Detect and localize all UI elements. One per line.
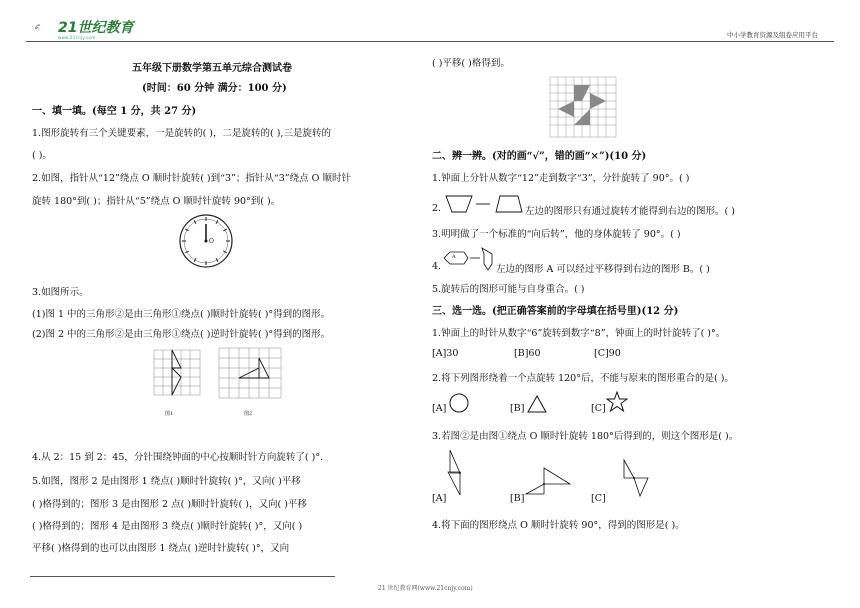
q3-line-b: (2)图 2 中的三角形②是由三角形①绕点( )逆时针旋转( )°得到的图形。 [32,329,331,340]
choice-3-figure-b [524,466,574,496]
judge-5: 5.旋转后的图形可能与自身重合。( ) [432,284,585,295]
clock-figure [178,213,234,269]
judge-4: 左边的图形 A 可以经过平移得到右边的图形 B。( ) [496,264,710,275]
arrow-shapes-figure [442,246,496,272]
header-divider [26,41,834,42]
figure-1-caption: 图1 [165,411,174,417]
figure-1-grid [152,348,202,408]
choice-3-figure-a [446,448,476,498]
header-platform: 中小学教育资源及组卷应用平台 [727,31,818,39]
q5-line-a: 5.如图，图形 2 是由图形 1 绕点( )顺时针旋转( )°，又向( )平移 [32,476,301,487]
triangle-shape-icon [526,394,548,414]
footer-text: 21 世纪教育网(www.21cnjy.com) [378,585,473,592]
q3-title: 3.如图所示。 [32,287,89,298]
judge-2-number: 2. [432,203,442,214]
q4-line: 4.从 2：15 到 2：45，分针围绕钟面的中心按顺时针方向旋转了( )°. [32,452,324,463]
choice-2: 2.将下列图形绕着一个点旋转 120°后，不能与原来的图形重合的是( )。 [432,373,734,384]
choice-1-option-a: [A]30 [432,348,459,359]
figure-2-grid [217,346,283,408]
q3-line-a: (1)图 1 中的三角形②是由三角形①绕点( )顺时针旋转( )°得到的图形。 [32,309,331,320]
choice-4: 4.将下面的图形绕点 O 顺时针旋转 90°，得到的图形是( )。 [432,520,685,531]
choice-2-option-c: [C] [591,403,606,414]
circle-shape-icon [448,392,470,414]
choice-2-option-b: [B] [510,403,525,414]
judge-4-shape-label: A [452,254,456,260]
footer-divider [30,576,335,577]
choice-2-option-a: [A] [432,403,447,414]
page-title: 五年级下册数学第五单元综合测试卷 [132,63,292,74]
choice-1-option-b: [B]60 [514,348,541,359]
judge-1: 1.钟面上分针从数字“12”走到数字“3”，分针旋转了 90°。( ) [432,173,690,184]
q2-line-a: 2.如图，指针从“12”绕点 O 顺时针旋转( )到“3”；指针从“3”绕点 O 顺时针 [32,173,351,184]
judge-3: 3.明明做了一个标准的“向后转”，他的身体旋转了 90°。( ) [432,229,681,240]
choice-3-option-b: [B] [510,493,525,504]
q1-line-a: 1.图形旋转有三个关键要素，一是旋转的( )，二是旋转的( ),三是旋转的 [32,128,331,139]
page-subtitle: (时间：60 分钟 满分：100 分) [142,83,287,94]
q5-line-e: ( )平移( )格得到。 [432,58,510,69]
choice-3-figure-c [618,458,652,498]
choice-3-option-c: [C] [591,493,606,504]
choice-1: 1.钟面上的时针从数字“6”旋转到数字“8”，钟面上的时针旋转了( )°。 [432,328,726,339]
logo-text: 21世纪教育 [58,20,134,36]
choice-3: 3.若图②是由图①绕点 O 顺时针旋转 180°后得到的，则这个图形是( )。 [432,431,739,442]
q2-line-b: 旋转 180°到( )；指针从“5”绕点 O 顺时针旋转 90°到( )。 [32,196,281,207]
pinwheel-grid-figure [548,75,618,139]
trapezoid-arrow-figure [444,193,524,215]
q5-line-d: 平移( )格得到的也可以由图形 1 绕点( )逆时针旋转( )°，又向 [32,543,290,554]
choice-3-option-a: [A] [432,493,447,504]
judge-2: 左边的图形只有通过旋转才能得到右边的图形。( ) [525,206,735,217]
judge-4-number: 4. [432,261,442,272]
logo-url: www.21cnjy.com [58,35,96,40]
choice-1-option-c: [C]90 [594,348,621,359]
section-3-title: 三、选一选。(把正确答案前的字母填在括号里)(12 分) [432,306,679,317]
q5-line-b: ( )格得到的；图形 3 是由图形 2 点( )顺时针旋转( )，又向( )平移 [32,499,307,510]
section-1-title: 一、填一填。(每空 1 分，共 27 分) [32,106,197,117]
figure-2-caption: 图2 [244,411,253,417]
star-shape-icon [606,391,628,413]
q5-line-c: ( )格得到的；图形 4 是由图形 3 绕点( )顺时针旋转( )°，又向( ) [32,521,303,532]
section-2-title: 二、辨一辨。(对的画“√”，错的画“×”)(10 分) [432,151,647,162]
clock-center-label: O [209,238,214,245]
logo-graphic [34,14,60,40]
q1-line-b: ( )。 [32,150,52,161]
